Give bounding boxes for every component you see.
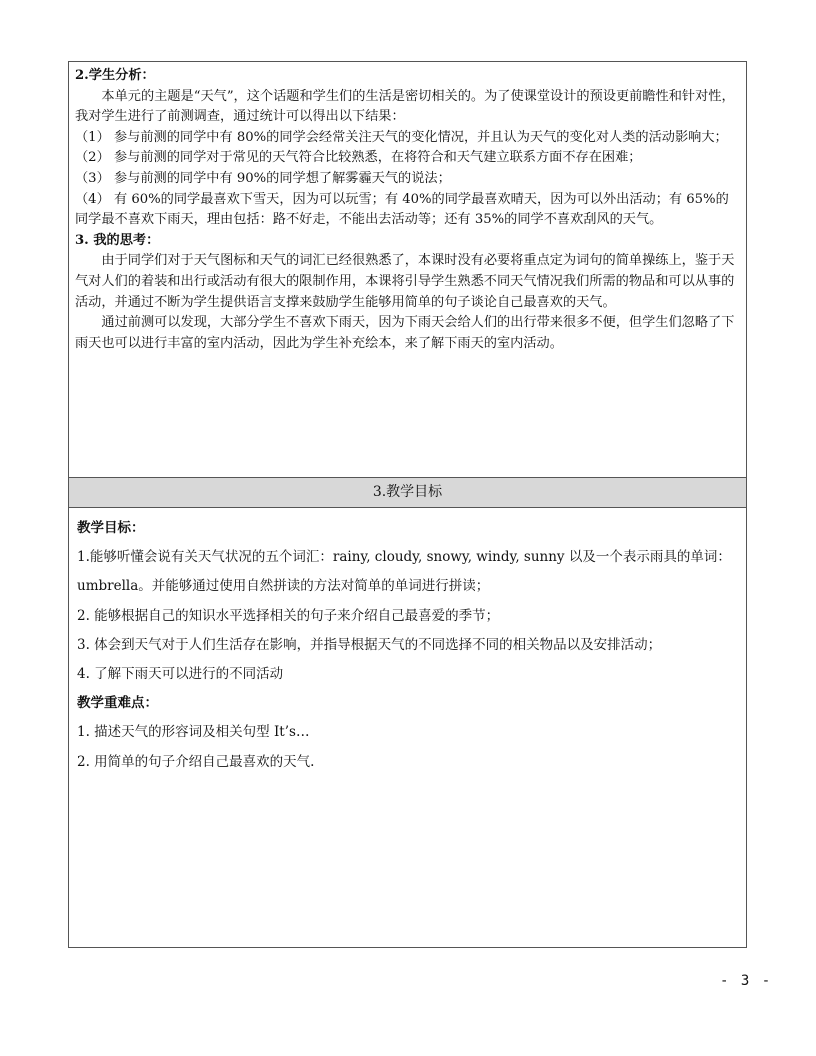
- analysis-item-2: （2） 参与前测的同学对于常见的天气符合比较熟悉，在将符合和天气建立联系方面不存在困难；: [75, 150, 642, 166]
- section-title-student-analysis: 2.学生分析：: [75, 68, 155, 83]
- key-points-title: 教学重难点：: [77, 695, 158, 712]
- section-title-my-thoughts: 3. 我的思考：: [75, 232, 160, 248]
- lesson-plan-table: [68, 61, 747, 948]
- goals-title: 教学目标：: [77, 520, 145, 536]
- analysis-item-3: （3） 参与前测的同学中有 90%的同学想了解雾霾天气的说法；: [75, 170, 451, 186]
- goal-item-4: 4. 了解下雨天可以进行的不同活动: [77, 666, 284, 683]
- teaching-goals-cell: [69, 508, 746, 777]
- student-analysis-cell: [69, 62, 746, 478]
- student-analysis-intro: 本单元的主题是“天气”，这个话题和学生们的生活是密切相关的。为了使课堂设计的预设更前瞻性和针对性，我对学生进行了前测调查，通过统计可以得出以下结果：: [75, 88, 735, 125]
- analysis-item-1: （1） 参与前测的同学中有 80%的同学会经常关注天气的变化情况，并且认为天气的变化对人类的活动影响大；: [75, 129, 728, 145]
- thoughts-paragraph-2: 通过前测可以发现，大部分学生不喜欢下雨天，因为下雨天会给人们的出行带来很多不便，但学生们忽略了下雨天也可以进行丰富的室内活动，因此为学生补充绘本，来了解下雨天的室内活动。: [75, 315, 735, 351]
- key-point-1: 1. 描述天气的形容词及相关句型 It’s…: [77, 724, 310, 741]
- key-point-2: 2. 用简单的句子介绍自己最喜欢的天气.: [77, 753, 315, 770]
- analysis-item-4: （4） 有 60%的同学最喜欢下雪天，因为可以玩雪；有 40%的同学最喜欢晴天，因为可以外出活动；有 65%的同学最不喜欢下雨天，理由包括：路不好走，不能出去活动等；还有 35%的同学不喜欢刮风的天气。: [75, 191, 729, 228]
- goal-item-3: 3. 体会到天气对于人们生活存在影响，并指导根据天气的不同选择不同的相关物品以及安排活动；: [77, 636, 662, 653]
- page-number: - 3 -: [720, 973, 773, 989]
- goal-item-1: 1.能够听懂会说有关天气状况的五个词汇：rainy, cloudy, snowy, windy, sunny 以及一个表示雨具的单词：umbrella。并能够通过使用自然拼读的方法对简单的单词进行拼读；: [77, 549, 731, 595]
- goal-item-2: 2. 能够根据自己的知识水平选择相关的句子来介绍自己最喜爱的季节；: [77, 607, 500, 624]
- teaching-goals-header: 3.教学目标: [69, 478, 746, 508]
- thoughts-paragraph-1: 由于同学们对于天气图标和天气的词汇已经很熟悉了，本课时没有必要将重点定为词句的简单操练上，鉴于天气对人们的着装和出行或活动有很大的限制作用，本课将引导学生熟悉不同天气情况我们所需的物品和可以从事的活动，并通过不断为学生提供语言支撑来鼓励学生能够用简单的句子谈论自己最喜欢的天气。: [75, 253, 735, 310]
